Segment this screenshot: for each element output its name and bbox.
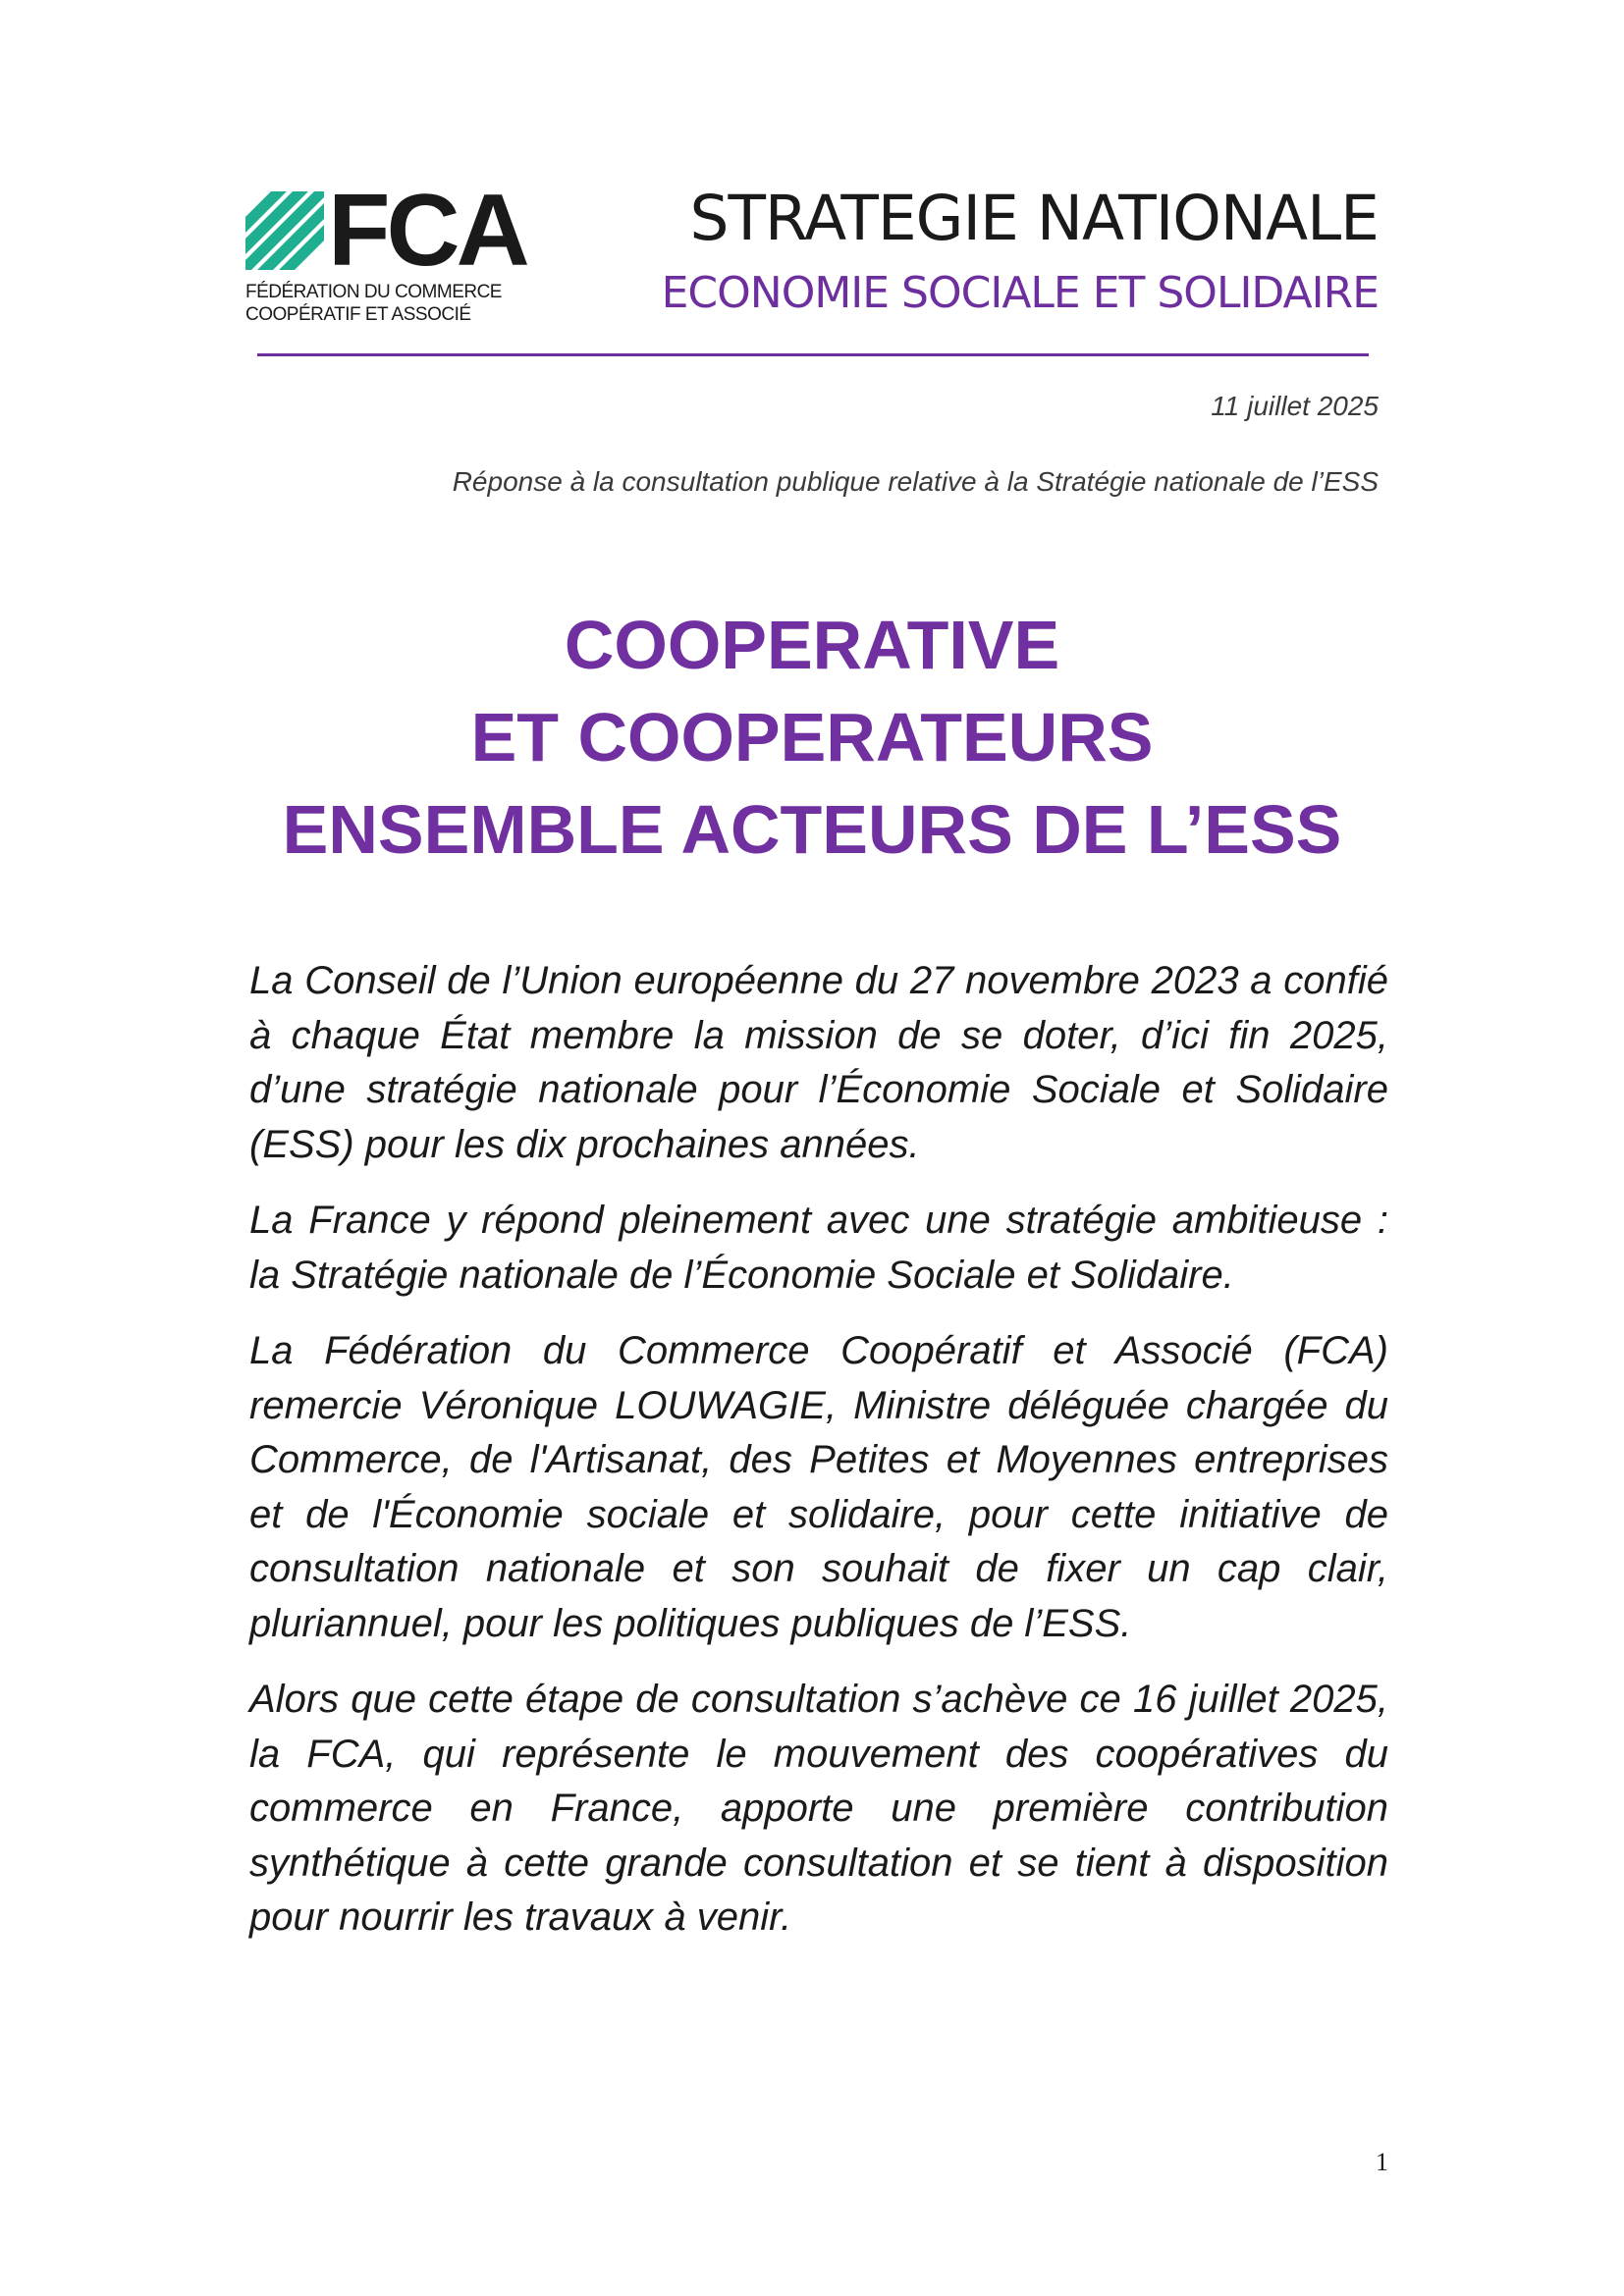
header-divider: [257, 353, 1369, 356]
paragraph: La Fédération du Commerce Coopératif et Associé (FCA) remercie Véronique LOUWAGIE, Ministre déléguée chargée du Commerce, de l'Artisanat, des Petites et Moyennes entreprises et de l'Économie sociale et solidaire, pour cette initiative de consultation nationale et son souhait de fixer un cap clair, pluriannuel, pour les politiques publiques de l’ESS.: [249, 1329, 1388, 1645]
body-text: [249, 954, 1388, 1967]
logo-subtitle: [245, 281, 530, 326]
logo-subtitle-line1: FÉDÉRATION DU COMMERCE: [245, 282, 502, 302]
document-date: 11 juillet 2025: [1211, 391, 1379, 421]
paragraph: La Conseil de l’Union européenne du 27 novembre 2023 a confié à chaque État membre la mission de se doter, d’ici fin 2025, d’une stratégie nationale pour l’Économie Sociale et Solidaire (ESS) pour les dix prochaines années.: [249, 959, 1388, 1166]
strategy-subtitle: ECONOMIE SOCIALE ET SOLIDAIRE: [661, 268, 1379, 318]
paragraph: Alors que cette étape de consultation s’achève ce 16 juillet 2025, la FCA, qui représente le mouvement des coopératives du commerce en France, apporte une première contribution synthétique à cette grande consultation et se tient à disposition pour nourrir les travaux à venir.: [249, 1678, 1388, 1939]
main-title-line2: ET COOPERATEURS: [470, 699, 1154, 775]
logo-subtitle-line2: COOPÉRATIF ET ASSOCIÉ: [245, 304, 471, 325]
main-title: [0, 599, 1624, 876]
fca-logo: [245, 174, 530, 326]
stripes-logo-icon: [245, 191, 324, 270]
paragraph: La France y répond pleinement avec une stratégie ambitieuse : la Stratégie nationale de l’Économie Sociale et Solidaire.: [249, 1199, 1388, 1297]
logo-row: [245, 174, 530, 288]
strategy-title: STRATEGIE NATIONALE: [689, 183, 1379, 254]
consultation-reference: Réponse à la consultation publique relative à la Stratégie nationale de l’ESS: [452, 466, 1379, 497]
logo-wordmark: FCA: [328, 174, 526, 288]
page-number: 1: [1376, 2148, 1388, 2176]
main-title-line1: COOPERATIVE: [564, 607, 1060, 683]
main-title-line3: ENSEMBLE ACTEURS DE L’ESS: [282, 791, 1342, 868]
